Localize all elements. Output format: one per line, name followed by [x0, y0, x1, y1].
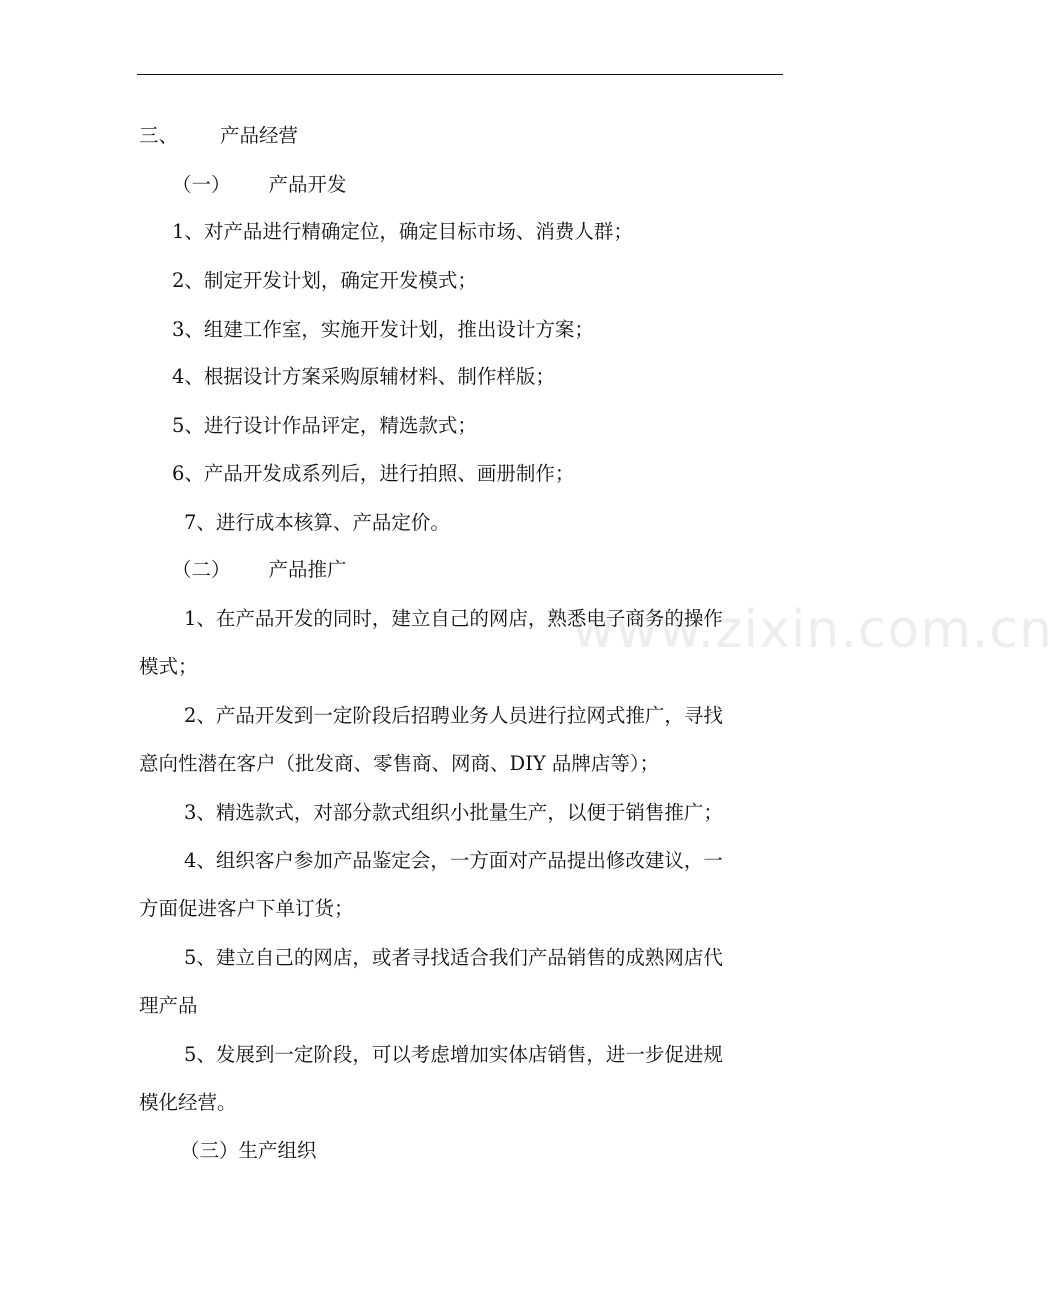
list-item: 2、制定开发计划，确定开发模式； — [172, 269, 477, 292]
subsection-number: （一） — [172, 173, 231, 196]
paragraph-line: 5、发展到一定阶段，可以考虑增加实体店销售，进一步促进规 — [184, 1043, 723, 1066]
subsection-heading-3: （三）生产组织 — [180, 1139, 317, 1162]
paragraph-line: 1、在产品开发的同时，建立自己的网店，熟悉电子商务的操作 — [184, 607, 723, 630]
paragraph-line: 3、精选款式，对部分款式组织小批量生产，以便于销售推广； — [184, 801, 723, 824]
section-number: 三、 — [139, 124, 179, 147]
paragraph-line: 意向性潜在客户（批发商、零售商、网商、DIY 品牌店等）； — [139, 752, 660, 775]
paragraph-line: 5、建立自己的网店，或者寻找适合我们产品销售的成熟网店代 — [184, 946, 723, 969]
paragraph-line: 理产品 — [139, 994, 198, 1017]
list-item: 6、产品开发成系列后，进行拍照、画册制作； — [172, 462, 575, 485]
paragraph-line: 方面促进客户下单订货； — [139, 897, 354, 920]
subsection-title: 产品开发 — [268, 173, 347, 196]
paragraph-line: 模化经营。 — [139, 1091, 237, 1114]
section-title-text: 产品经营 — [220, 124, 299, 147]
list-item: 1、对产品进行精确定位，确定目标市场、消费人群； — [172, 220, 633, 243]
list-item: 5、进行设计作品评定，精选款式； — [172, 414, 477, 437]
list-item: 7、进行成本核算、产品定价。 — [184, 511, 450, 534]
paragraph-line: 模式； — [139, 655, 198, 678]
subsection-heading-1 — [172, 172, 347, 198]
watermark: www.zixin.com.cn — [572, 600, 1053, 660]
subsection-number: （二） — [172, 558, 231, 581]
subsection-heading-2 — [172, 557, 347, 583]
section-title — [139, 123, 298, 149]
header-rule — [137, 74, 783, 75]
list-item: 4、根据设计方案采购原辅材料、制作样版； — [172, 365, 555, 388]
list-item: 3、组建工作室，实施开发计划，推出设计方案； — [172, 318, 594, 341]
paragraph-line: 2、产品开发到一定阶段后招聘业务人员进行拉网式推广，寻找 — [184, 704, 723, 727]
paragraph-line: 4、组织客户参加产品鉴定会，一方面对产品提出修改建议，一 — [184, 849, 723, 872]
subsection-title: 产品推广 — [268, 558, 347, 581]
